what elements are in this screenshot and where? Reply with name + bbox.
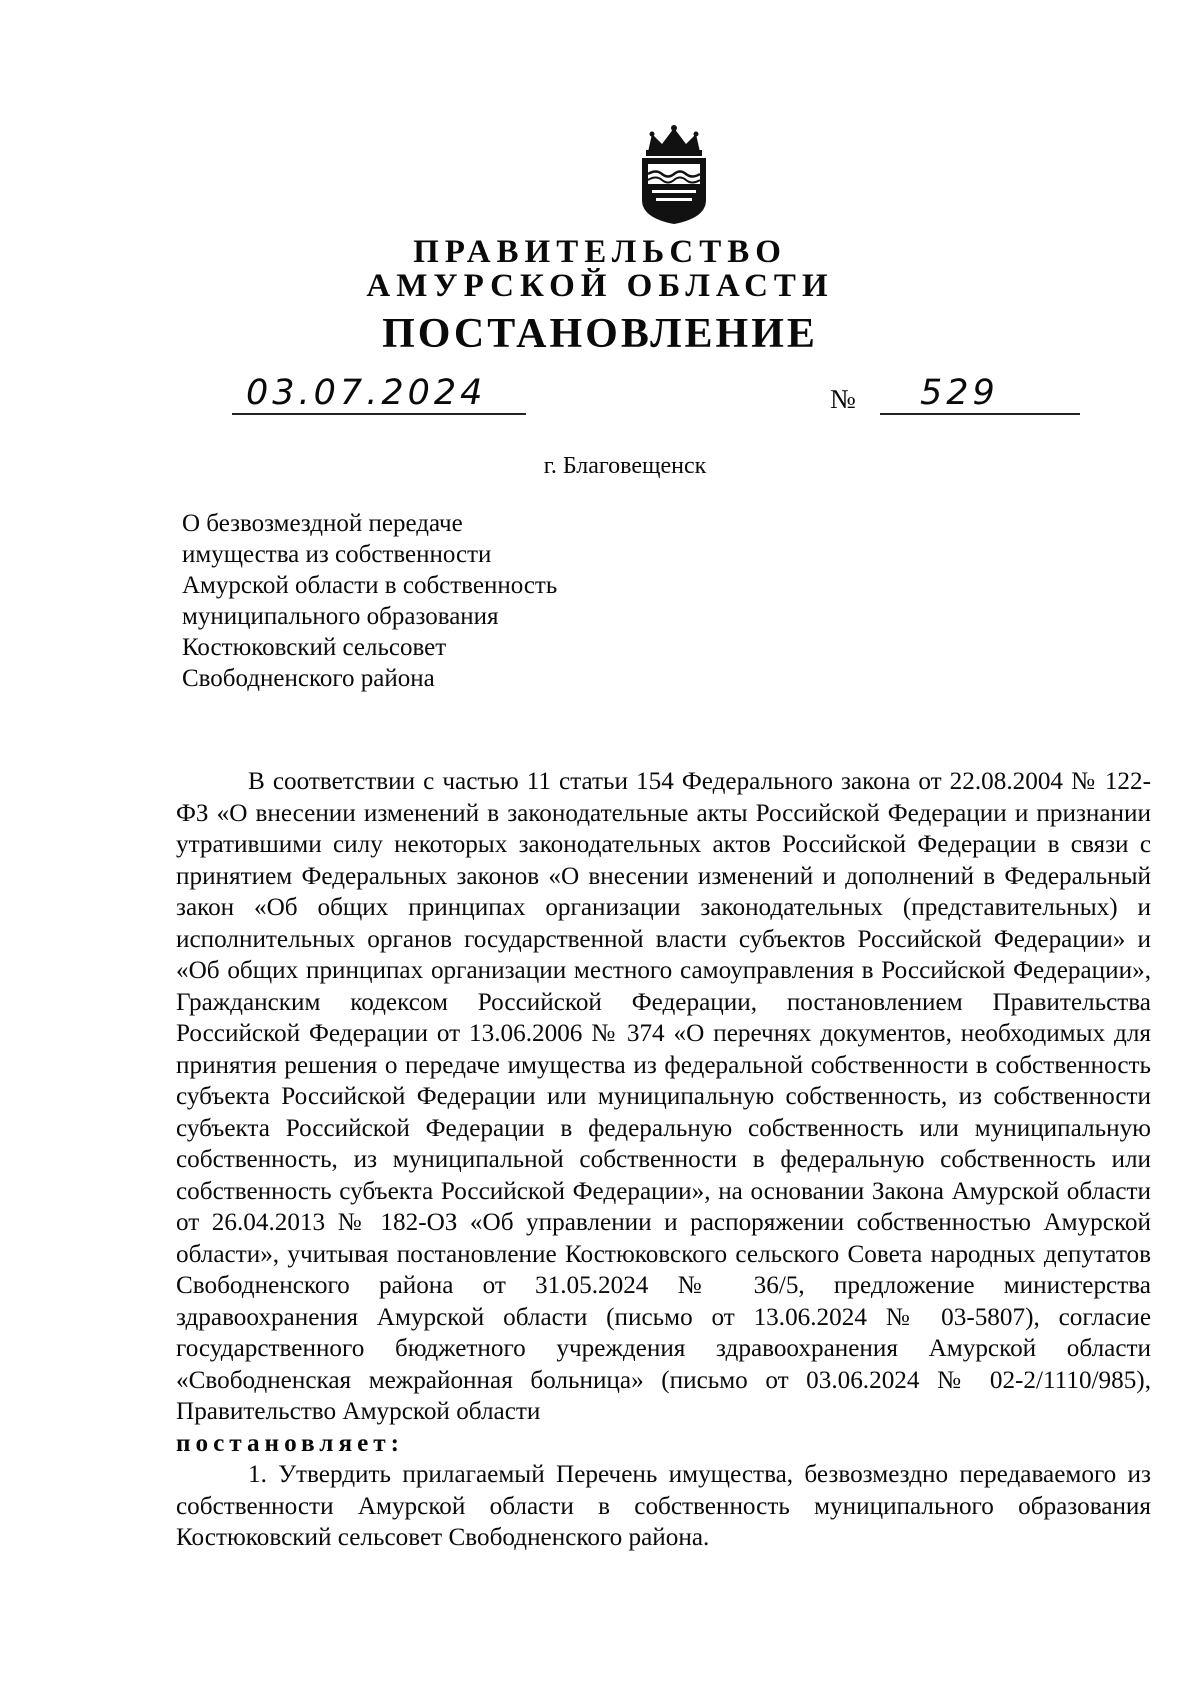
document-type-title: ПОСТАНОВЛЕНИЕ — [382, 311, 818, 357]
subject-line: Костюковский сельсовет — [182, 634, 447, 661]
subject-line: муниципального образования — [182, 603, 499, 630]
document-subject — [182, 508, 702, 694]
document-date: 03.07.2024 — [232, 373, 526, 415]
clause-1-paragraph: 1. Утвердить прилагаемый Перечень имущества, безвозмездно передаваемого из собственности Амурской области в собственность муниципального образования Костюковский сельсовет Свободненского района. — [176, 1461, 1151, 1551]
preamble-paragraph: В соответствии с частью 11 статьи 154 Федерального закона от 22.08.2004 № 122-ФЗ «О внесении изменений в законодательные акты Российской Федерации и признании утратившими силу некоторых законодательных актов Российской Федерации в связи с принятием Федеральных законов «О внесении изменений и дополнений в Федеральный закон «Об общих принципах организации законодательных (представительных) и исполнительных органов государственной власти субъектов Российской Федерации» и «Об общих принципах организации местного самоуправления в Российской Федерации», Гражданским кодексом Российской Федерации, постановлением Правительства Российской Федерации от 13.06.2006 № 374 «О перечнях документов, необходимых для принятия решения о передаче имущества из федеральной собственности в собственность субъекта Российской Федерации или муниципальную собственность, из собственности субъекта Российской Федерации в федеральную собственность или муниципальную собственность, из муниципальной собственности в федеральную собственность или собственность субъекта Российской Федерации», на основании Закона Амурской области от 26.04.2013 № 182-ОЗ «Об управлении и распоряжении собственностью Амурской области», учитывая постановление Костюковского сельского Совета народных депутатов Свободненского района от 31.05.2024 № 36/5, предложение министерства здравоохранения Амурской области (письмо от 13.06.2024 № 03-5807), согласие государственного бюджетного учреждения здравоохранения Амурской области «Свободненская межрайонная больница» (письмо от 03.06.2024 № 02-2/1110/985), Правительство Амурской области — [176, 768, 1151, 1425]
subject-line: имущества из собственности — [182, 541, 492, 568]
subject-line: Амурской области в собственность — [182, 572, 558, 599]
organization-name-line-2: АМУРСКОЙ ОБЛАСТИ — [366, 268, 834, 304]
number-sign: № — [830, 384, 856, 414]
subject-line: Свободненского района — [182, 665, 435, 692]
subject-line: О безвозмездной передаче — [182, 510, 463, 537]
document-number: 529 — [880, 373, 1080, 415]
amur-oblast-coat-of-arms-icon — [632, 124, 716, 226]
document-body — [176, 766, 1151, 1554]
resolves-keyword: постановляет: — [176, 1429, 405, 1457]
issuing-city: г. Благовещенск — [543, 453, 707, 479]
organization-name-line-1: ПРАВИТЕЛЬСТВО — [413, 234, 787, 270]
